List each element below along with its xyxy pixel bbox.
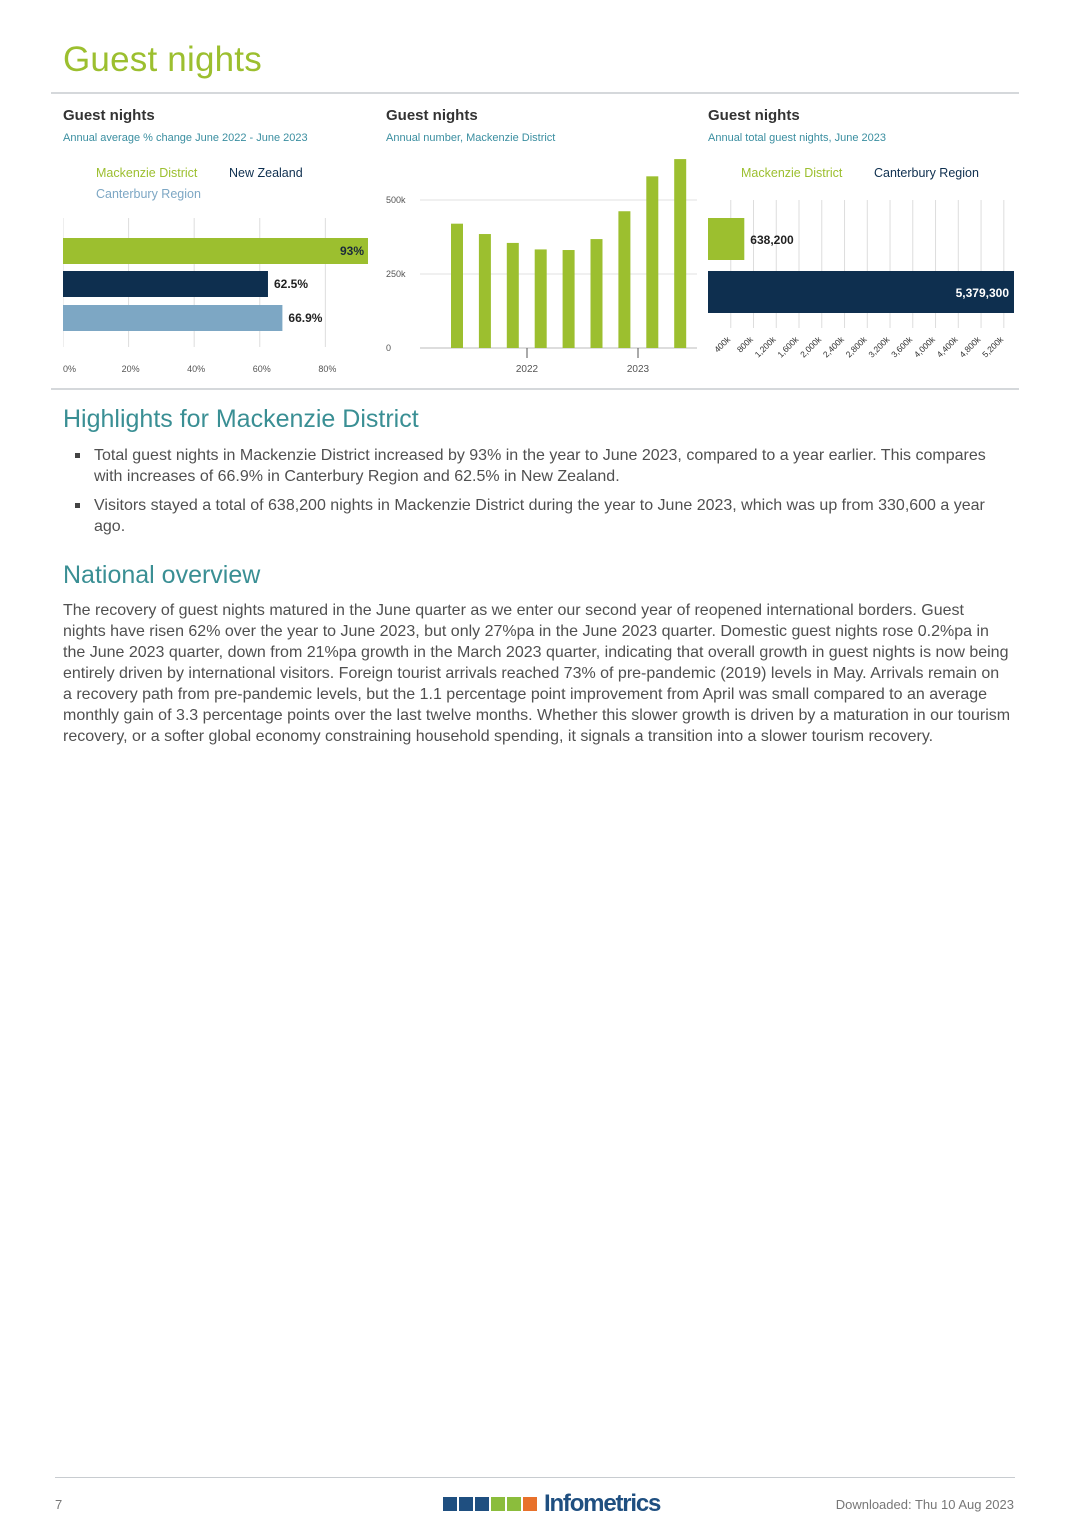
x-tick-label: 0% xyxy=(63,364,77,374)
x-tick-label: 3,600k xyxy=(889,334,915,360)
logo-square xyxy=(491,1497,505,1511)
x-tick-label: 4,400k xyxy=(934,334,960,360)
data-label: 93% xyxy=(339,244,364,258)
x-tick-label: 800k xyxy=(734,334,755,355)
logo-square xyxy=(507,1497,521,1511)
panel-title: Guest nights xyxy=(708,107,800,124)
panel-annual-total xyxy=(708,104,1028,384)
bar-year-1 xyxy=(479,234,491,348)
legend-canterbury: Canterbury Region xyxy=(96,187,201,201)
chart-annual-total xyxy=(708,104,1018,384)
panel-title: Guest nights xyxy=(386,107,478,124)
bar-year-5 xyxy=(591,239,603,348)
chart-annual-change xyxy=(63,104,383,384)
x-tick-label: 5,200k xyxy=(980,334,1006,360)
y-tick-label: 0 xyxy=(386,343,392,353)
list-item-text: Total guest nights in Mackenzie District increased by 93% in the year to June 2023, compared to a year earlier. This compares with increases of 66.9% in Canterbury Region and 62.5% in New Zealand. xyxy=(94,447,986,485)
top-divider xyxy=(51,92,1019,94)
panel-annual-number xyxy=(386,104,706,384)
overview-paragraph: The recovery of guest nights matured in the June quarter as we enter our second year of reopened international borders. Guest nights have risen 62% over the year to June 2023, but only 27%pa in the June 2023 quarter. Domestic guest nights rose 0.2%pa in the June 2023 quarter, down from 21%pa growth in the March 2023 quarter, indicating that overall growth in guest nights is now being entirely driven by international visitors. Foreign tourist arrivals reached 73% of pre-pandemic (2019) levels in May. Arrivals remain on a recovery path from pre-pandemic levels, but the 1.1 percentage point improvement from April was small compared to an average monthly gain of 3.3 percentage points over the last twelve months. Whether this slower growth is driven by a maturation in our tourism recovery, or a softer global economy constraining household spending, it signals a transition into a slower tourism recovery. xyxy=(63,602,1011,745)
x-tick-label: 1,200k xyxy=(752,334,778,360)
bar-year-4 xyxy=(563,250,575,348)
y-tick-label: 250k xyxy=(386,269,406,279)
legend-mackenzie: Mackenzie District xyxy=(741,166,843,180)
x-tick-label: 40% xyxy=(187,364,206,374)
y-tick-label: 500k xyxy=(386,195,406,205)
x-tick-label: 2,800k xyxy=(843,334,869,360)
logo-square xyxy=(443,1497,457,1511)
bar-year-3 xyxy=(535,249,547,348)
bullet-icon xyxy=(75,453,80,458)
logo-square xyxy=(475,1497,489,1511)
footer-divider xyxy=(55,1477,1015,1478)
legend-mackenzie: Mackenzie District xyxy=(96,166,198,180)
list-item-text: Visitors stayed a total of 638,200 nights in Mackenzie District during the year to June 2023, which was up from 330,600 a year ago. xyxy=(94,497,985,535)
x-tick-label: 20% xyxy=(121,364,140,374)
logo-square xyxy=(459,1497,473,1511)
logo-wordmark: Infometrics xyxy=(544,1490,661,1517)
bullet-icon xyxy=(75,503,80,508)
x-tick-label: 60% xyxy=(252,364,271,374)
charts-divider xyxy=(51,388,1019,390)
panel-annual-change xyxy=(63,104,383,384)
panel-subtitle: Annual average % change June 2022 - June 2023 xyxy=(63,132,308,144)
bar-mackenzie-district xyxy=(708,218,744,260)
data-label: 66.9% xyxy=(288,311,323,325)
data-label: 638,200 xyxy=(750,233,794,247)
download-date: Downloaded: Thu 10 Aug 2023 xyxy=(835,1497,1014,1512)
bar-year-8 xyxy=(674,159,686,348)
x-tick-label: 4,000k xyxy=(911,334,937,360)
x-tick-label: 2,400k xyxy=(820,334,846,360)
list-item xyxy=(63,445,1013,487)
x-tick-label: 1,600k xyxy=(775,334,801,360)
data-label: 62.5% xyxy=(273,277,309,291)
x-tick-label: 4,800k xyxy=(957,334,983,360)
bar-mackenzie-district xyxy=(63,238,368,264)
panel-subtitle: Annual number, Mackenzie District xyxy=(386,132,556,144)
panel-subtitle: Annual total guest nights, June 2023 xyxy=(708,132,886,144)
bar-year-7 xyxy=(646,176,658,348)
x-tick-label: 2,000k xyxy=(798,334,824,360)
page-title: Guest nights xyxy=(63,40,262,79)
bar-new-zealand xyxy=(63,271,268,297)
bar-year-0 xyxy=(451,224,463,348)
x-tick-label: 2022 xyxy=(515,364,539,375)
panel-title: Guest nights xyxy=(63,107,155,124)
data-label: 5,379,300 xyxy=(955,286,1009,300)
x-tick-label: 2023 xyxy=(626,364,650,375)
bar-canterbury-region xyxy=(63,305,282,331)
highlights-heading: Highlights for Mackenzie District xyxy=(63,405,419,433)
chart-annual-number xyxy=(386,104,706,384)
x-tick-label: 3,200k xyxy=(866,334,892,360)
page-number: 7 xyxy=(55,1497,63,1512)
x-tick-label: 400k xyxy=(712,334,733,355)
legend-canterbury: Canterbury Region xyxy=(874,166,979,180)
logo-square xyxy=(523,1497,537,1511)
bar-year-6 xyxy=(618,211,630,348)
legend-new-zealand: New Zealand xyxy=(229,166,303,180)
bar-year-2 xyxy=(507,243,519,348)
list-item xyxy=(63,495,1013,537)
highlights-list xyxy=(63,445,1013,545)
overview-heading: National overview xyxy=(63,561,261,589)
x-tick-label: 80% xyxy=(318,364,337,374)
